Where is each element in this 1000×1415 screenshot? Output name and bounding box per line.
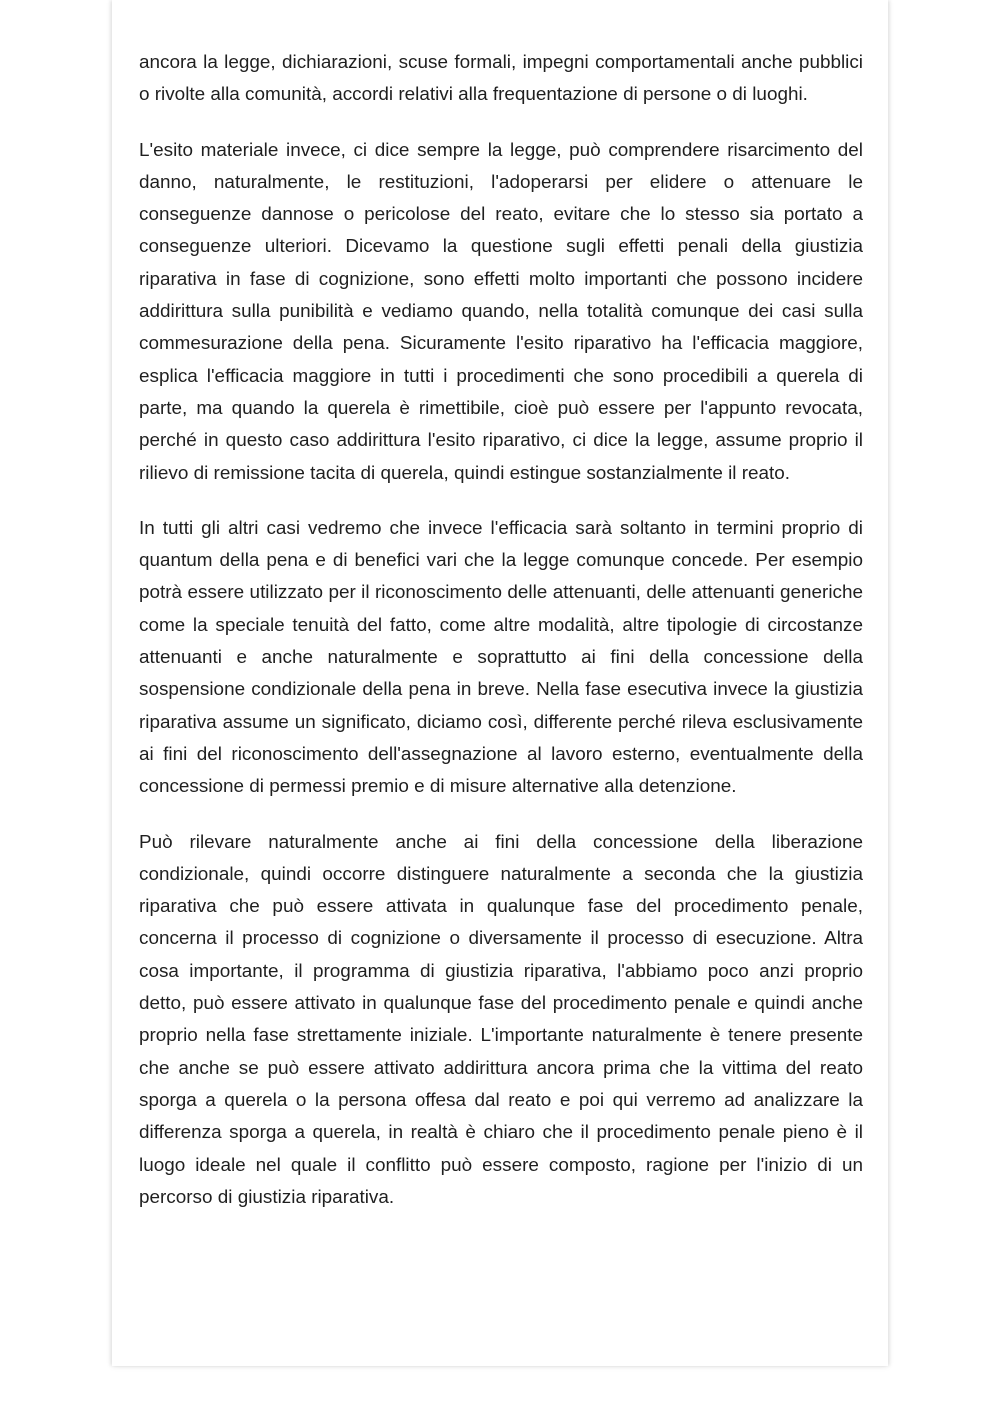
document-page: [112, 0, 888, 1366]
paragraph-4: Può rilevare naturalmente anche ai fini della concessione della liberazione condizionale, quindi occorre distinguere naturalmente a seconda che la giustizia riparativa che può essere attivata in qualunque fase del procedimento penale, concerna il processo di cognizione o diversamente il processo di esecuzione. Altra cosa importante, il programma di giustizia riparativa, l'abbiamo poco anzi proprio detto, può essere attivato in qualunque fase del procedimento penale e quindi anche proprio nella fase strettamente iniziale. L'importante naturalmente è tenere presente che anche se può essere attivato addirittura ancora prima che la vittima del reato sporga a querela o la persona offesa dal reato e poi qui verremo ad analizzare la differenza sporga a querela, in realtà è chiaro che il procedimento penale pieno è il luogo ideale nel quale il conflitto può essere composto, ragione per l'inizio di un percorso di giustizia riparativa.: [139, 831, 863, 1208]
paragraph-1: ancora la legge, dichiarazioni, scuse formali, impegni comportamentali anche pubblici o rivolte alla comunità, accordi relativi alla frequentazione di persone o di luoghi.: [139, 52, 863, 106]
paragraph-2: L'esito materiale invece, ci dice sempre la legge, può comprendere risarcimento del danno, naturalmente, le restituzioni, l'adoperarsi per elidere o attenuare le conseguenze dannose o pericolose del reato, evitare che lo stesso sia portato a conseguenze ulteriori. Dicevamo la questione sugli effetti penali della giustizia riparativa in fase di cognizione, sono effetti molto importanti che possono incidere addirittura sulla punibilità e vediamo quando, nella totalità comunque dei casi sulla commesurazione della pena. Sicuramente l'esito riparativo ha l'efficacia maggiore, esplica l'efficacia maggiore in tutti i procedimenti che sono procedibili a querela di parte, ma quando la querela è rimettibile, cioè può essere per l'appunto revocata, perché in questo caso addirittura l'esito riparativo, ci dice la legge, assume proprio il rilievo di remissione tacita di querela, quindi estingue sostanzialmente il reato.: [139, 139, 863, 484]
paragraph-3: In tutti gli altri casi vedremo che invece l'efficacia sarà soltanto in termini proprio di quantum della pena e di benefici vari che la legge comunque concede. Per esempio potrà essere utilizzato per il riconoscimento delle attenuanti, delle attenuanti generiche come la speciale tenuità del fatto, come altre modalità, altre tipologie di circostanze attenuanti e anche naturalmente e soprattutto ai fini della concessione della sospensione condizionale della pena in breve. Nella fase esecutiva invece la giustizia riparativa assume un significato, diciamo così, differente perché rileva esclusivamente ai fini del riconoscimento dell'assegnazione al lavoro esterno, eventualmente della concessione di permessi premio e di misure alternative alla detenzione.: [139, 517, 863, 798]
